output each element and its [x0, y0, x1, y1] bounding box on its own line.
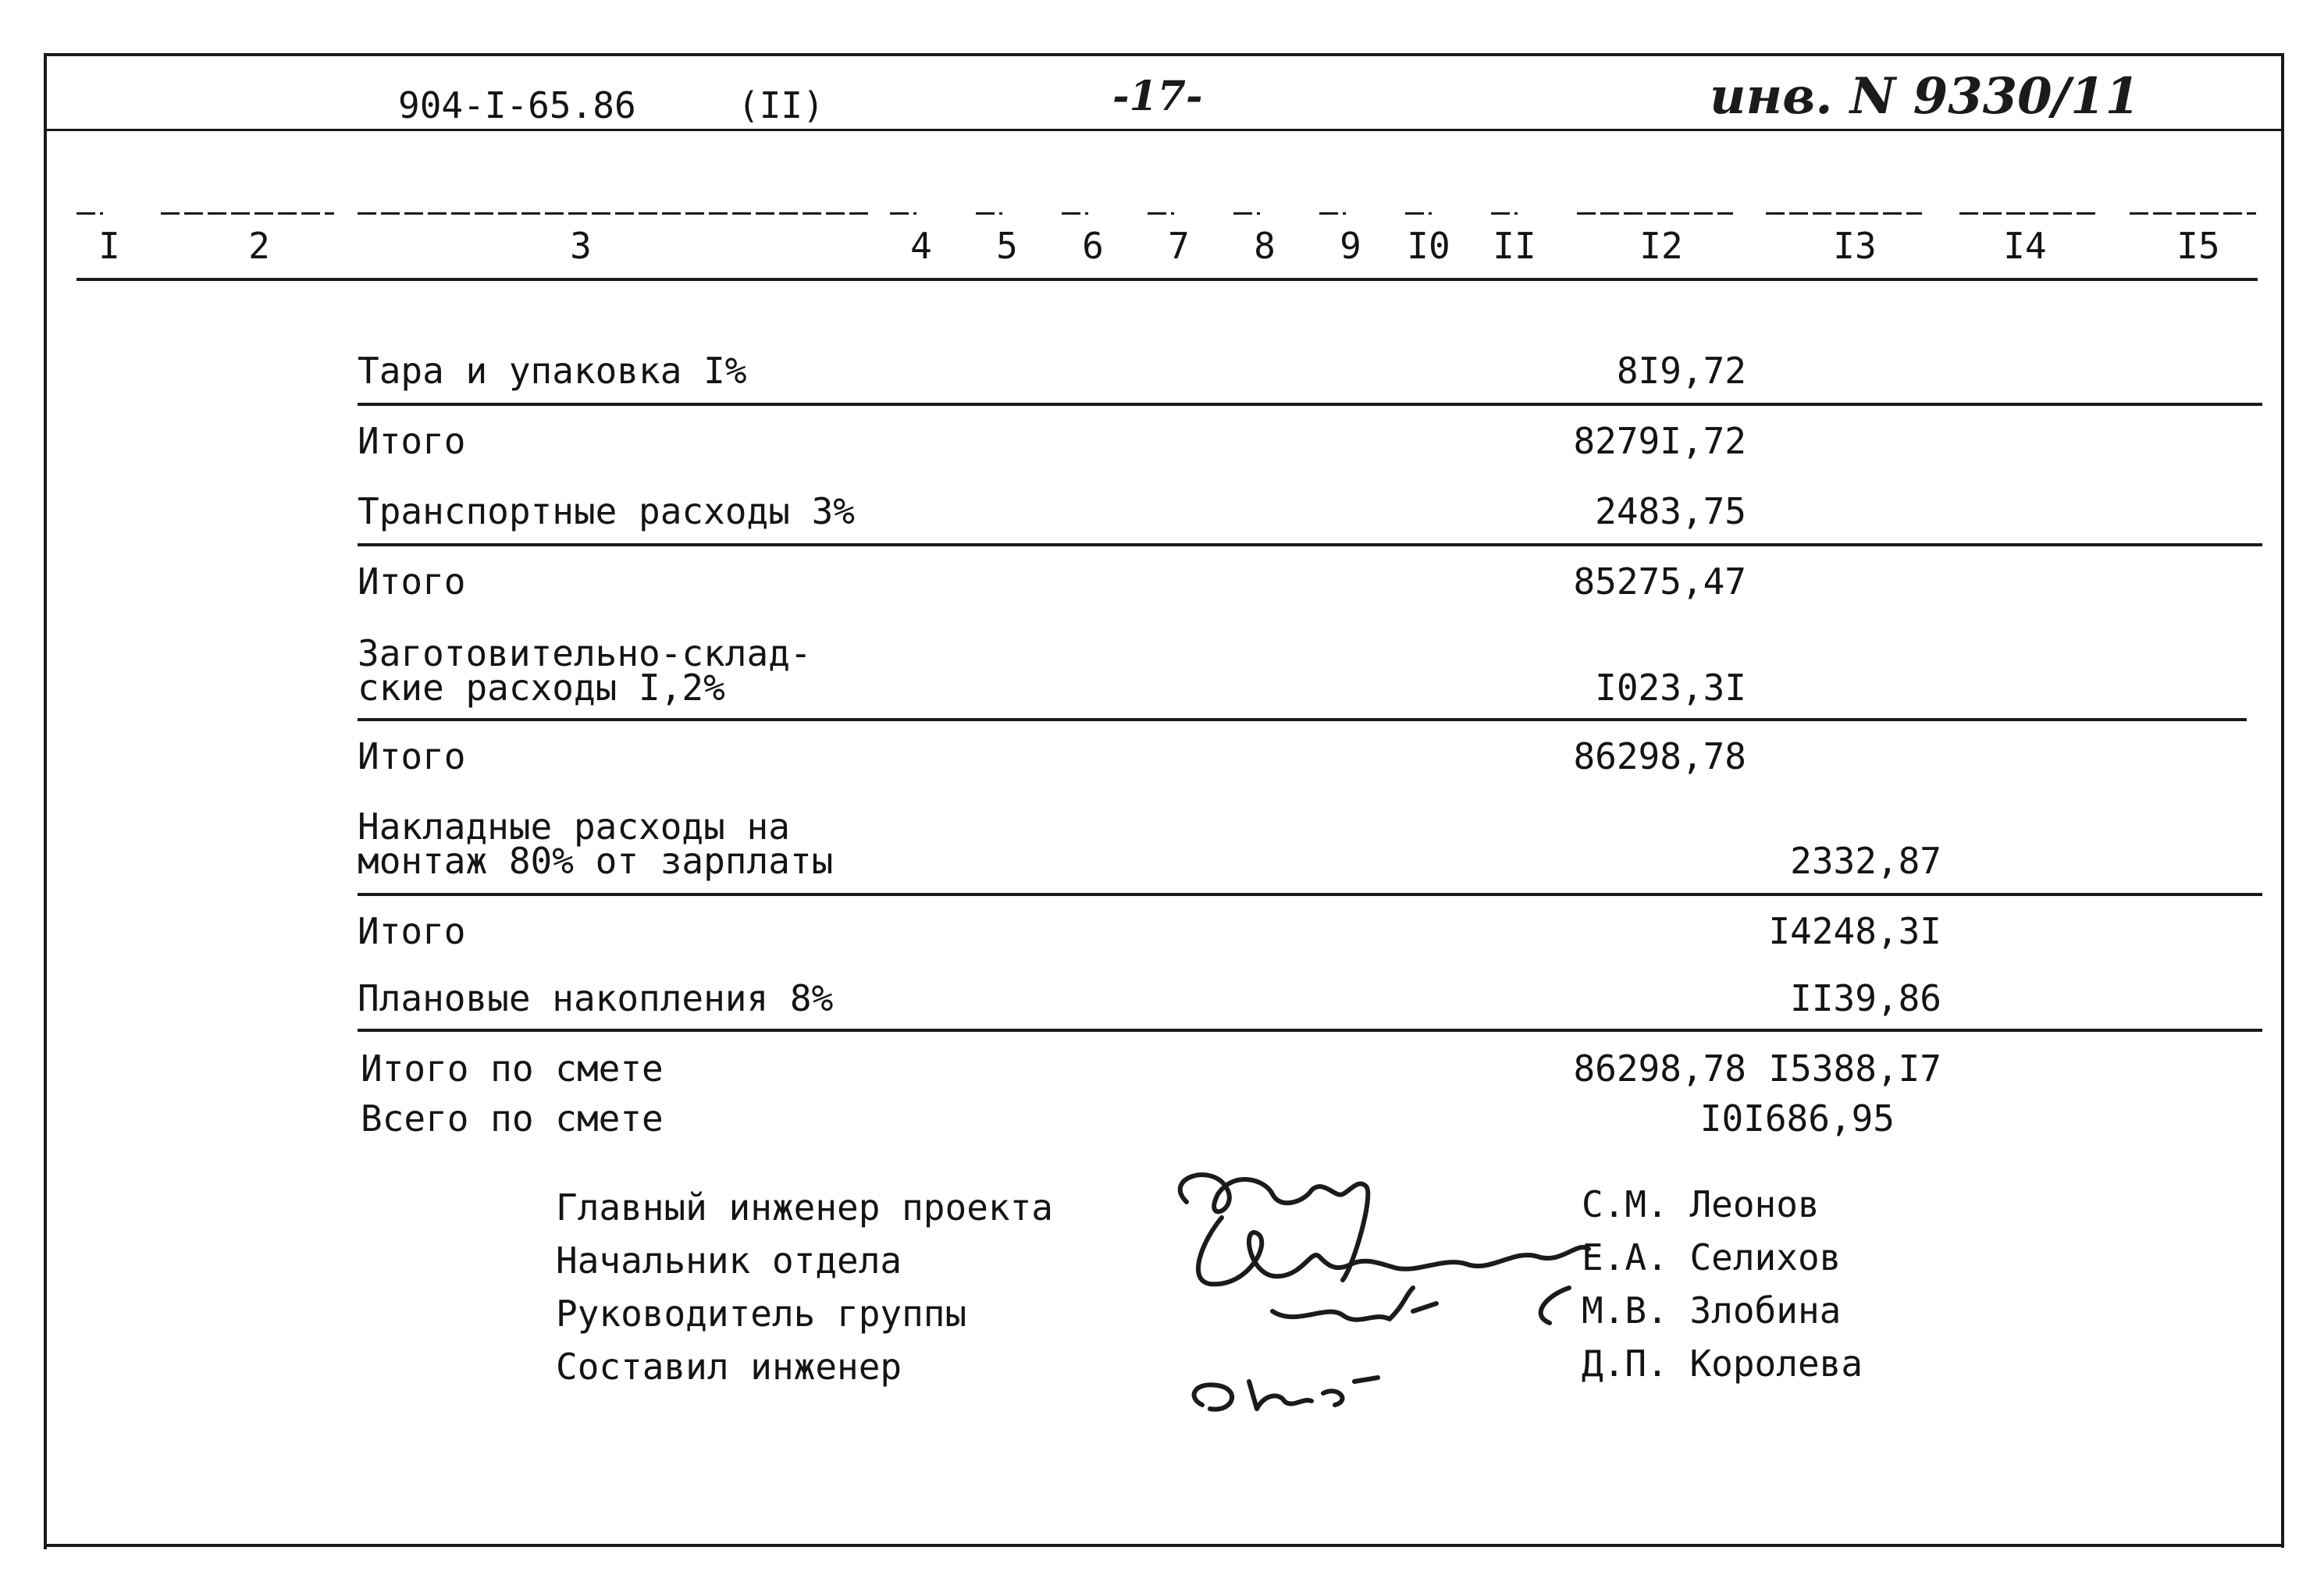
- column-rule-9: [1319, 212, 1346, 215]
- inventory-number: инв. N 9330/11: [1710, 67, 2141, 126]
- row-label-packaging: Тара и упаковка I%: [358, 350, 747, 392]
- page-number: -17-: [1112, 73, 1203, 120]
- signature-name-chief-engineer: С.М. Леонов: [1582, 1183, 1820, 1225]
- column-rule-10: [1405, 212, 1432, 215]
- document-part: (II): [738, 84, 824, 126]
- row-amount-subtotal-1: 8279I,72: [1573, 420, 1746, 462]
- row-amount-packaging: 8I9,72: [1616, 350, 1746, 392]
- column-rule-12: [1577, 212, 1733, 215]
- row-amount-grand-total: I0I686,95: [1699, 1097, 1895, 1140]
- row-label-subtotal-3: Итого: [358, 735, 466, 777]
- column-number-13: I3: [1833, 225, 1877, 267]
- column-number-12: I2: [1639, 225, 1683, 267]
- column-number-7: 7: [1168, 225, 1190, 267]
- row-label-subtotal-4: Итого: [358, 910, 466, 952]
- column-number-15: I5: [2176, 225, 2220, 267]
- signature-role-department-head: Начальник отдела: [556, 1239, 902, 1282]
- row-label-estimate-total: Итого по смете: [361, 1047, 664, 1090]
- row-label-subtotal-2: Итого: [358, 560, 466, 603]
- column-rule-4: [890, 212, 916, 215]
- row-label-transport: Транспортные расходы 3%: [358, 490, 855, 532]
- frame-left-border: [44, 55, 47, 1549]
- frame-right-border: [2281, 53, 2284, 1548]
- column-number-11: II: [1493, 225, 1536, 267]
- column-rule-3: [358, 212, 873, 215]
- frame-bottom-border: [44, 1544, 2281, 1547]
- column-rule-14: [1959, 212, 2095, 215]
- row-divider: [358, 1029, 2262, 1032]
- row-amount-subtotal-2: 85275,47: [1573, 560, 1746, 603]
- column-rule-5: [976, 212, 1002, 215]
- frame-top-border: [44, 53, 2284, 56]
- row-divider: [358, 893, 2262, 896]
- row-divider: [358, 403, 2262, 406]
- signature-name-department-head: Е.А. Селихов: [1582, 1236, 1842, 1278]
- column-number-4: 4: [910, 225, 932, 267]
- row-amount-transport: 2483,75: [1595, 490, 1746, 532]
- column-rule-2: [161, 212, 334, 215]
- row-amount-subtotal-4: I4248,3I: [1768, 910, 1941, 952]
- row-amount-subtotal-3: 86298,78: [1573, 735, 1746, 777]
- column-rule-1: [77, 212, 103, 215]
- row-label-planned-savings: Плановые накопления 8%: [358, 977, 834, 1019]
- row-divider: [358, 718, 2247, 721]
- column-number-8: 8: [1254, 225, 1276, 267]
- column-rule-6: [1062, 212, 1088, 215]
- column-header-underline: [77, 278, 2258, 281]
- document-code: 904-I-65.86: [398, 84, 636, 126]
- row-amount-overhead: 2332,87: [1790, 840, 1941, 882]
- header-rule: [47, 129, 2281, 131]
- row-amount-estimate-total-col12: 86298,78: [1573, 1047, 1746, 1090]
- signature-role-compiler: Составил инженер: [556, 1346, 902, 1388]
- handwritten-signatures-image: [1155, 1147, 1593, 1428]
- signature-name-group-leader: М.В. Злобина: [1582, 1289, 1842, 1332]
- column-rule-11: [1491, 212, 1518, 215]
- signature-role-group-leader: Руководитель группы: [556, 1293, 967, 1335]
- row-label-warehouse-line2: ские расходы I,2%: [358, 667, 725, 709]
- column-number-6: 6: [1082, 225, 1104, 267]
- row-label-overhead-line2: монтаж 80% от зарплаты: [358, 840, 834, 882]
- row-label-subtotal-1: Итого: [358, 420, 466, 462]
- column-number-14: I4: [2003, 225, 2047, 267]
- row-divider: [358, 543, 2262, 546]
- column-rule-8: [1233, 212, 1260, 215]
- row-label-grand-total: Всего по смете: [361, 1097, 664, 1140]
- row-amount-planned-savings: II39,86: [1790, 977, 1941, 1019]
- column-rule-13: [1766, 212, 1922, 215]
- column-number-10: I0: [1407, 225, 1450, 267]
- column-number-3: 3: [570, 225, 592, 267]
- row-label-overhead-line1: Накладные расходы на: [358, 805, 790, 848]
- row-amount-estimate-total-col13: I5388,I7: [1768, 1047, 1941, 1090]
- signature-name-compiler: Д.П. Королева: [1582, 1342, 1863, 1385]
- column-rule-15: [2130, 212, 2256, 215]
- row-amount-warehouse: I023,3I: [1595, 667, 1746, 709]
- row-label-warehouse-line1: Заготовительно-склад-: [358, 632, 812, 674]
- column-number-2: 2: [248, 225, 270, 267]
- column-rule-7: [1148, 212, 1174, 215]
- column-number-5: 5: [996, 225, 1018, 267]
- column-number-1: I: [98, 225, 120, 267]
- column-number-9: 9: [1340, 225, 1361, 267]
- signature-role-chief-engineer: Главный инженер проекта: [556, 1186, 1053, 1229]
